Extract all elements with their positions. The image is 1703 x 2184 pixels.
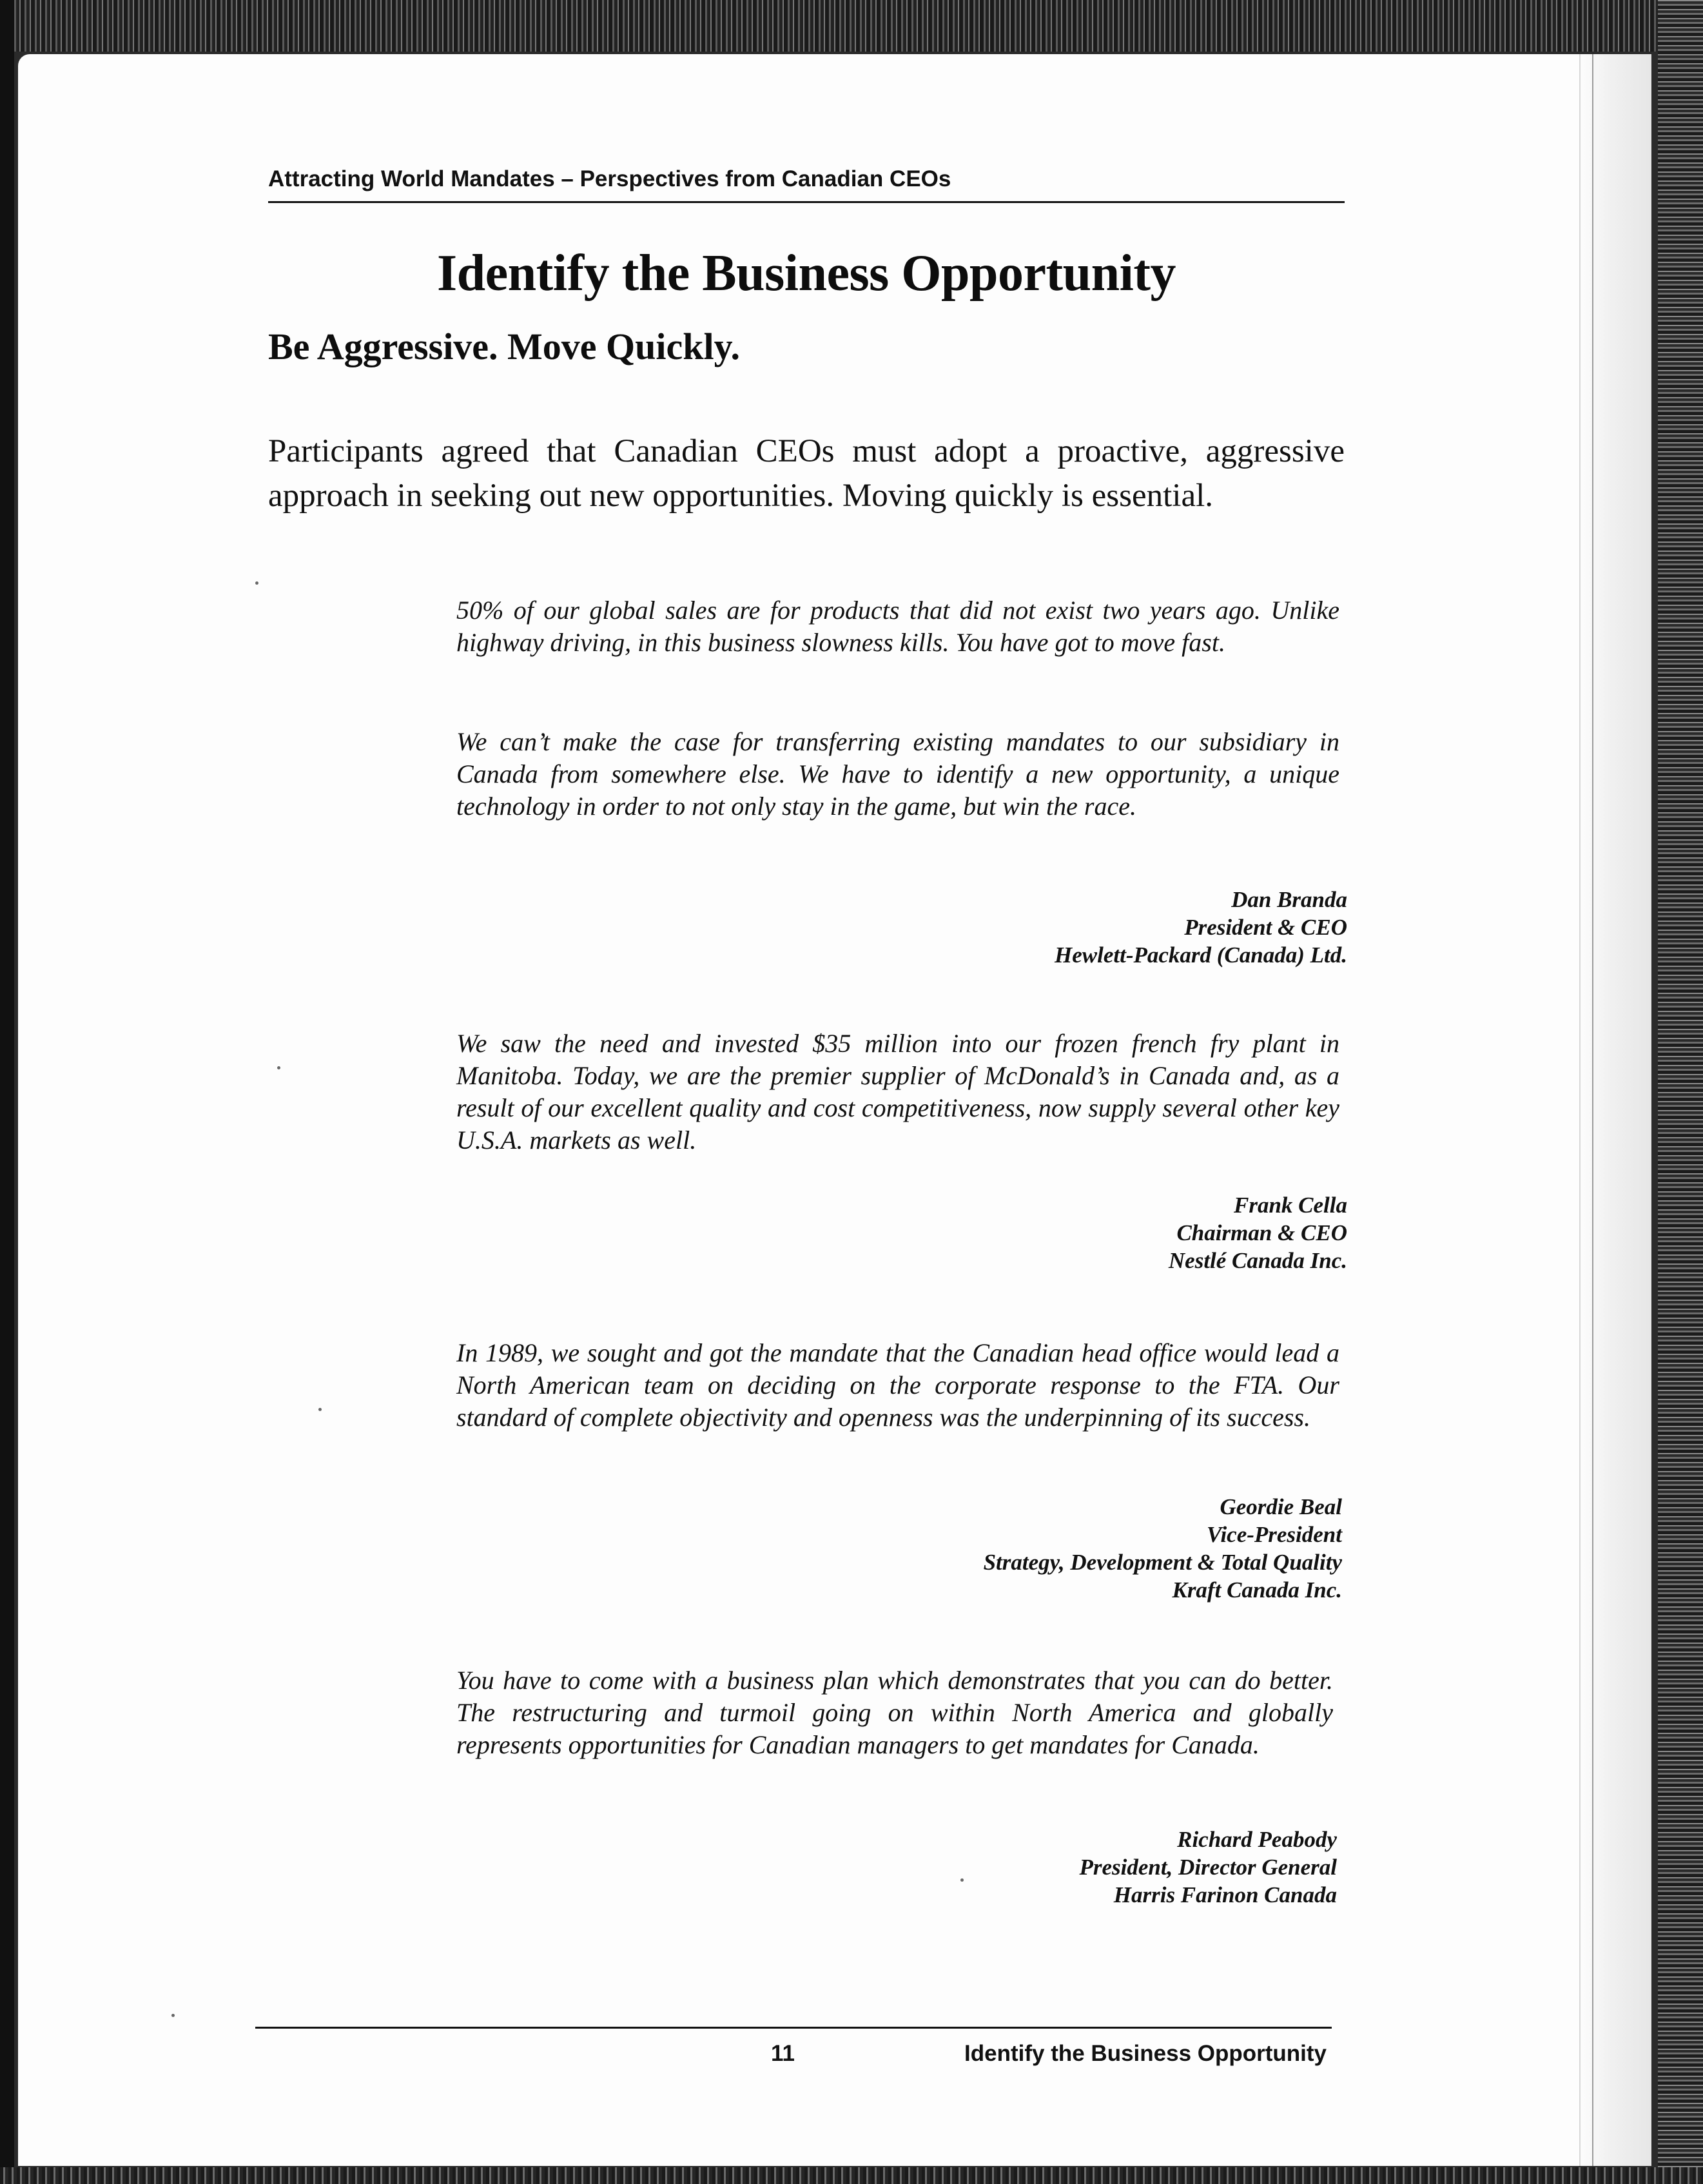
scan-speck — [277, 1066, 280, 1069]
quote-attribution — [509, 1191, 1347, 1274]
intro-paragraph: Participants agreed that Canadian CEOs must adopt a proactive, aggressive approach in seeking out new opportunities. Moving quickly is essential. — [268, 433, 1345, 514]
quote-attribution — [509, 886, 1347, 969]
quote-paragraph: We saw the need and invested $35 million into our frozen french fry plant in Manitoba. Today, we are the premier supplier of McDonald’s in Canada and, as a result of our excellent quality and cost competitiveness, now supply several other key U.S.A. markets as well. — [456, 1029, 1339, 1155]
quote-attribution — [499, 1826, 1337, 1909]
attribution-title: Vice-President — [1207, 1522, 1342, 1547]
page-title: Identify the Business Opportunity — [437, 245, 1176, 302]
scan-border-top — [0, 0, 1703, 52]
attribution-title: President, Director General — [1079, 1855, 1337, 1880]
scan-border-right — [1658, 0, 1703, 2184]
attribution-dept: Strategy, Development & Total Quality — [983, 1550, 1342, 1575]
header-rule — [268, 201, 1345, 203]
running-header: Attracting World Mandates – Perspectives from Canadian CEOs — [268, 166, 951, 191]
attribution-name: Richard Peabody — [1177, 1827, 1337, 1852]
scan-speck — [171, 2014, 175, 2017]
quote-paragraph: 50% of our global sales are for products that did not exist two years ago. Unlike highway driving, in this business slowness kills. You have got to move fast. — [456, 596, 1339, 657]
quote-paragraph: In 1989, we sought and got the mandate that the Canadian head office would lead a North American team on deciding on the corporate response to the FTA. Our standard of complete objectivity and openness was the underpinning of its success. — [456, 1338, 1339, 1432]
attribution-name: Frank Cella — [1233, 1193, 1347, 1218]
attribution-name: Geordie Beal — [1220, 1494, 1342, 1519]
attribution-title: Chairman & CEO — [1176, 1220, 1347, 1245]
scan-speck — [255, 581, 258, 585]
scan-border-bottom — [0, 2167, 1703, 2184]
attribution-company: Kraft Canada Inc. — [1172, 1577, 1342, 1603]
attribution-company: Hewlett-Packard (Canada) Ltd. — [1055, 942, 1347, 968]
quote-paragraph: You have to come with a business plan which demonstrates that you can do better. The restructuring and turmoil going on within North America and globally represents opportunities for Canadian managers to get mandates for Canada. — [456, 1666, 1333, 1759]
document-page — [18, 54, 1651, 2166]
footer-section-title: Identify the Business Opportunity — [964, 2041, 1327, 2066]
section-subtitle: Be Aggressive. Move Quickly. — [268, 326, 740, 367]
attribution-company: Harris Farinon Canada — [1113, 1882, 1337, 1907]
quote-paragraph: We can’t make the case for transferring existing mandates to our subsidiary in Canada from somewhere else. We have to identify a new opportunity, a unique technology in order to not only stay in the game, but win the race. — [456, 727, 1339, 821]
footer-rule — [255, 2027, 1332, 2029]
quote-attribution — [504, 1493, 1342, 1604]
scan-speck — [960, 1878, 964, 1882]
attribution-name: Dan Branda — [1231, 887, 1347, 912]
page-binding-edge — [1579, 54, 1651, 2166]
page-number: 11 — [771, 2041, 795, 2066]
scan-border-left — [0, 0, 14, 2184]
scan-speck — [318, 1408, 322, 1411]
attribution-company: Nestlé Canada Inc. — [1168, 1248, 1347, 1273]
attribution-title: President & CEO — [1184, 915, 1347, 940]
